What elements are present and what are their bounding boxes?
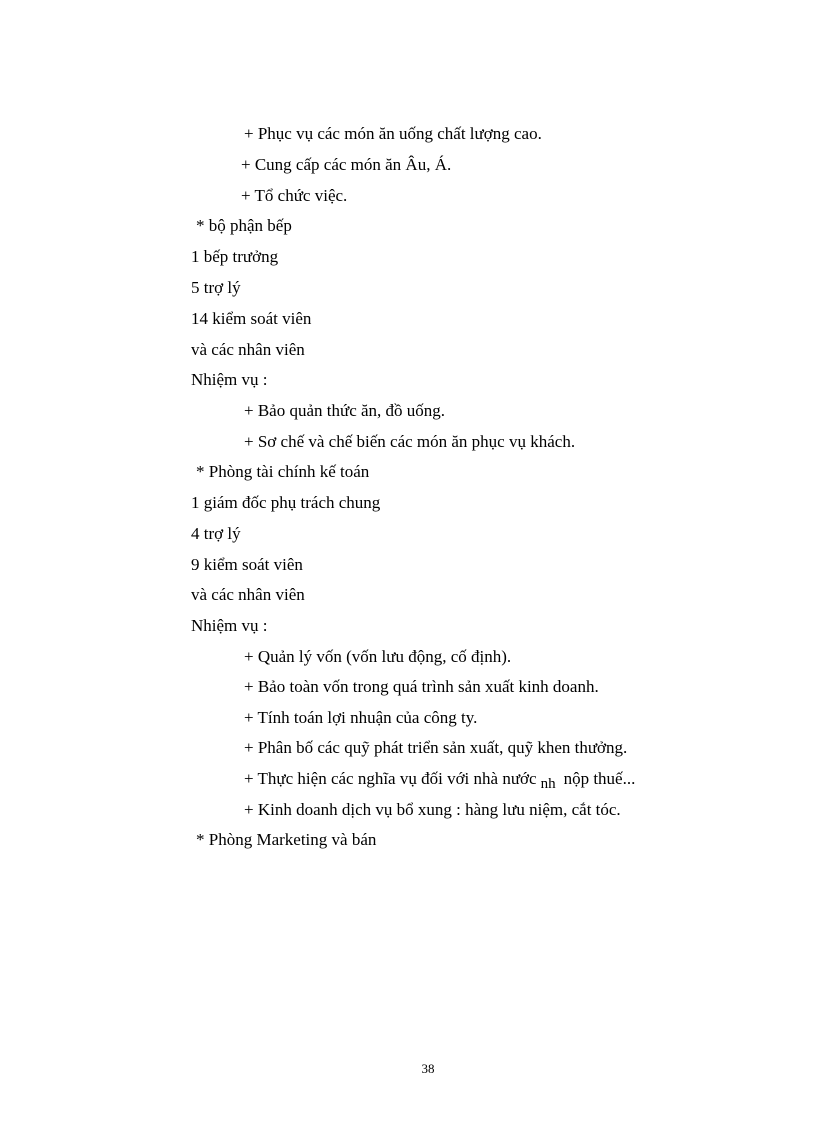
obligations-text: + Thực hiện các nghĩa vụ đối với nhà nước (244, 769, 537, 788)
duties-label: Nhiệm vụ : (191, 616, 268, 635)
stray-fragment: nh (540, 776, 556, 792)
duty-line-profit-calculation: + Tính toán lợi nhuận của công ty. (244, 708, 478, 727)
duty-line-fund-allocation: + Phân bố các quỹ phát triển sản xuất, quỹ khen thưởng. (244, 738, 628, 757)
duty-line-extra-services: + Kinh doanh dịch vụ bổ xung : hàng lưu niệm, cắt tóc. (244, 800, 621, 819)
staff-line-assistants: 4 trợ lý (191, 524, 241, 543)
section-heading-marketing: * Phòng Marketing và bán (196, 830, 377, 849)
section-heading-kitchen: * bộ phận bếp (196, 216, 292, 235)
page-number: 38 (421, 1061, 435, 1076)
section-heading-finance: * Phòng tài chính kế toán (196, 462, 370, 481)
duty-line-serve-quality-food: + Phục vụ các món ăn uống chất lượng cao. (244, 124, 542, 143)
duty-line-organize: + Tổ chức việc. (241, 186, 348, 205)
staff-line-assistants: 5 trợ lý (191, 278, 241, 297)
staff-line-employees: và các nhân viên (191, 340, 305, 359)
duty-line-preserve-food: + Bảo quản thức ăn, đồ uống. (244, 401, 446, 420)
duties-label: Nhiệm vụ : (191, 370, 268, 389)
tax-text: nộp thuế... (563, 769, 636, 788)
staff-line-director: 1 giám đốc phụ trách chung (191, 493, 381, 512)
duty-line-capital-preservation: + Bảo toàn vốn trong quá trình sản xuất kinh doanh. (244, 677, 599, 696)
staff-line-supervisors: 14 kiểm soát viên (191, 309, 312, 328)
staff-line-employees: và các nhân viên (191, 585, 305, 604)
staff-line-supervisors: 9 kiểm soát viên (191, 555, 303, 574)
staff-line-head-chef: 1 bếp trưởng (191, 247, 279, 266)
duty-line-prepare-dishes: + Sơ chế và chế biến các món ăn phục vụ khách. (244, 432, 576, 451)
duty-line-provide-european-asian: + Cung cấp các món ăn Âu, Á. (241, 155, 452, 174)
duty-line-capital-management: + Quản lý vốn (vốn lưu động, cố định). (244, 647, 512, 666)
duty-line-state-obligations (244, 768, 635, 791)
